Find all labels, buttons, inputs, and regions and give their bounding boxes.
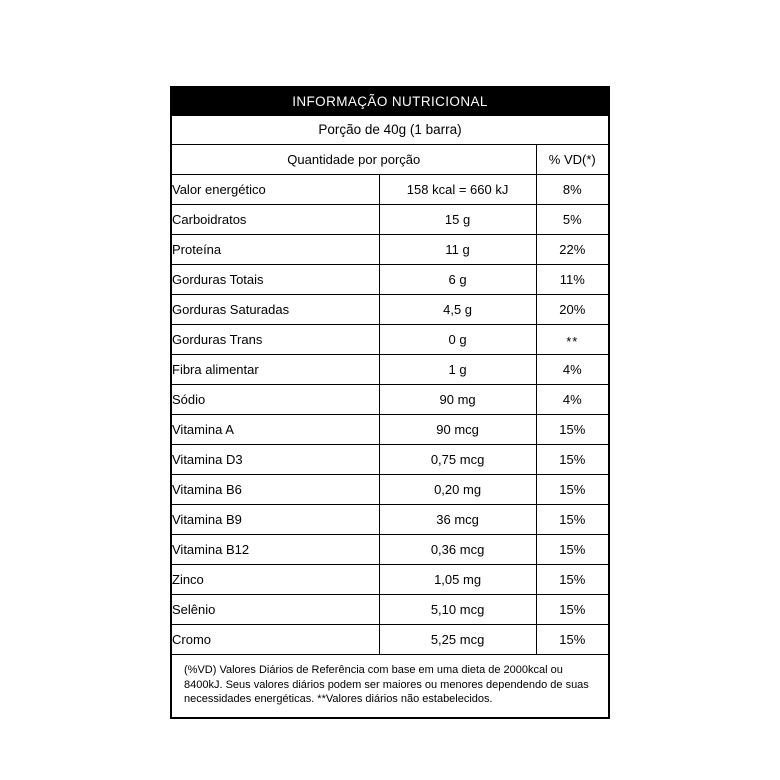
nutrient-name: Vitamina B12 [172,535,379,565]
nutrient-name: Vitamina B6 [172,475,379,505]
nutrient-amount: 1,05 mg [379,565,536,595]
nutrient-name: Carboidratos [172,205,379,235]
nutrient-amount: 11 g [379,235,536,265]
serving-size: Porção de 40g (1 barra) [172,116,608,145]
nutrition-facts-panel [170,86,610,719]
nutrient-name: Cromo [172,625,379,655]
nutrient-amount: 90 mcg [379,415,536,445]
table-row [172,475,608,505]
table-row [172,175,608,205]
nutrient-vd: 8% [536,175,608,205]
nutrient-amount: 90 mg [379,385,536,415]
nutrient-name: Gorduras Saturadas [172,295,379,325]
nutrient-name: Fibra alimentar [172,355,379,385]
table-row [172,505,608,535]
nutrient-amount: 0,20 mg [379,475,536,505]
nutrient-vd: 4% [536,385,608,415]
nutrient-vd: 22% [536,235,608,265]
panel-title: INFORMAÇÃO NUTRICIONAL [172,88,608,116]
table-row [172,565,608,595]
nutrient-name: Vitamina D3 [172,445,379,475]
nutrient-amount: 0,36 mcg [379,535,536,565]
nutrient-name: Gorduras Trans [172,325,379,355]
nutrient-name: Selênio [172,595,379,625]
table-row [172,445,608,475]
nutrient-amount: 0,75 mcg [379,445,536,475]
table-row [172,535,608,565]
nutrient-vd: 15% [536,595,608,625]
nutrition-table [172,145,608,655]
nutrient-name: Zinco [172,565,379,595]
nutrient-vd: 4% [536,355,608,385]
nutrient-vd: 15% [536,625,608,655]
nutrient-amount: 5,10 mcg [379,595,536,625]
nutrient-amount: 0 g [379,325,536,355]
nutrient-name: Vitamina A [172,415,379,445]
table-header-row [172,145,608,175]
nutrient-amount: 4,5 g [379,295,536,325]
daily-values-footnote: (%VD) Valores Diários de Referência com base em uma dieta de 2000kcal ou 8400kJ. Seus valores diários podem ser maiores ou menores dependendo de suas necessidades energéticas. **Valores diários não estabelecidos. [184,664,589,706]
table-row [172,385,608,415]
nutrient-vd: 15% [536,445,608,475]
nutrient-vd: 15% [536,505,608,535]
nutrient-vd: 15% [536,475,608,505]
nutrient-vd: ** [536,327,608,357]
nutrition-table-body [172,175,608,655]
table-row [172,415,608,445]
table-row [172,295,608,325]
table-row [172,595,608,625]
column-header-quantity: Quantidade por porção [172,145,536,175]
column-header-vd: % VD(*) [536,145,608,175]
nutrient-vd: 5% [536,205,608,235]
nutrient-name: Vitamina B9 [172,505,379,535]
nutrient-amount: 15 g [379,205,536,235]
table-row [172,235,608,265]
nutrient-vd: 15% [536,535,608,565]
table-row [172,265,608,295]
nutrient-vd: 15% [536,565,608,595]
table-row [172,325,608,355]
nutrient-name: Valor energético [172,175,379,205]
table-row [172,205,608,235]
table-row [172,625,608,655]
nutrient-vd: 11% [536,265,608,295]
table-row [172,355,608,385]
nutrient-name: Proteína [172,235,379,265]
nutrient-amount: 36 mcg [379,505,536,535]
nutrient-vd: 15% [536,415,608,445]
nutrient-name: Sódio [172,385,379,415]
nutrient-vd: 20% [536,295,608,325]
nutrient-amount: 158 kcal = 660 kJ [379,175,536,205]
nutrient-amount: 5,25 mcg [379,625,536,655]
nutrient-amount: 6 g [379,265,536,295]
nutrient-amount: 1 g [379,355,536,385]
nutrient-name: Gorduras Totais [172,265,379,295]
